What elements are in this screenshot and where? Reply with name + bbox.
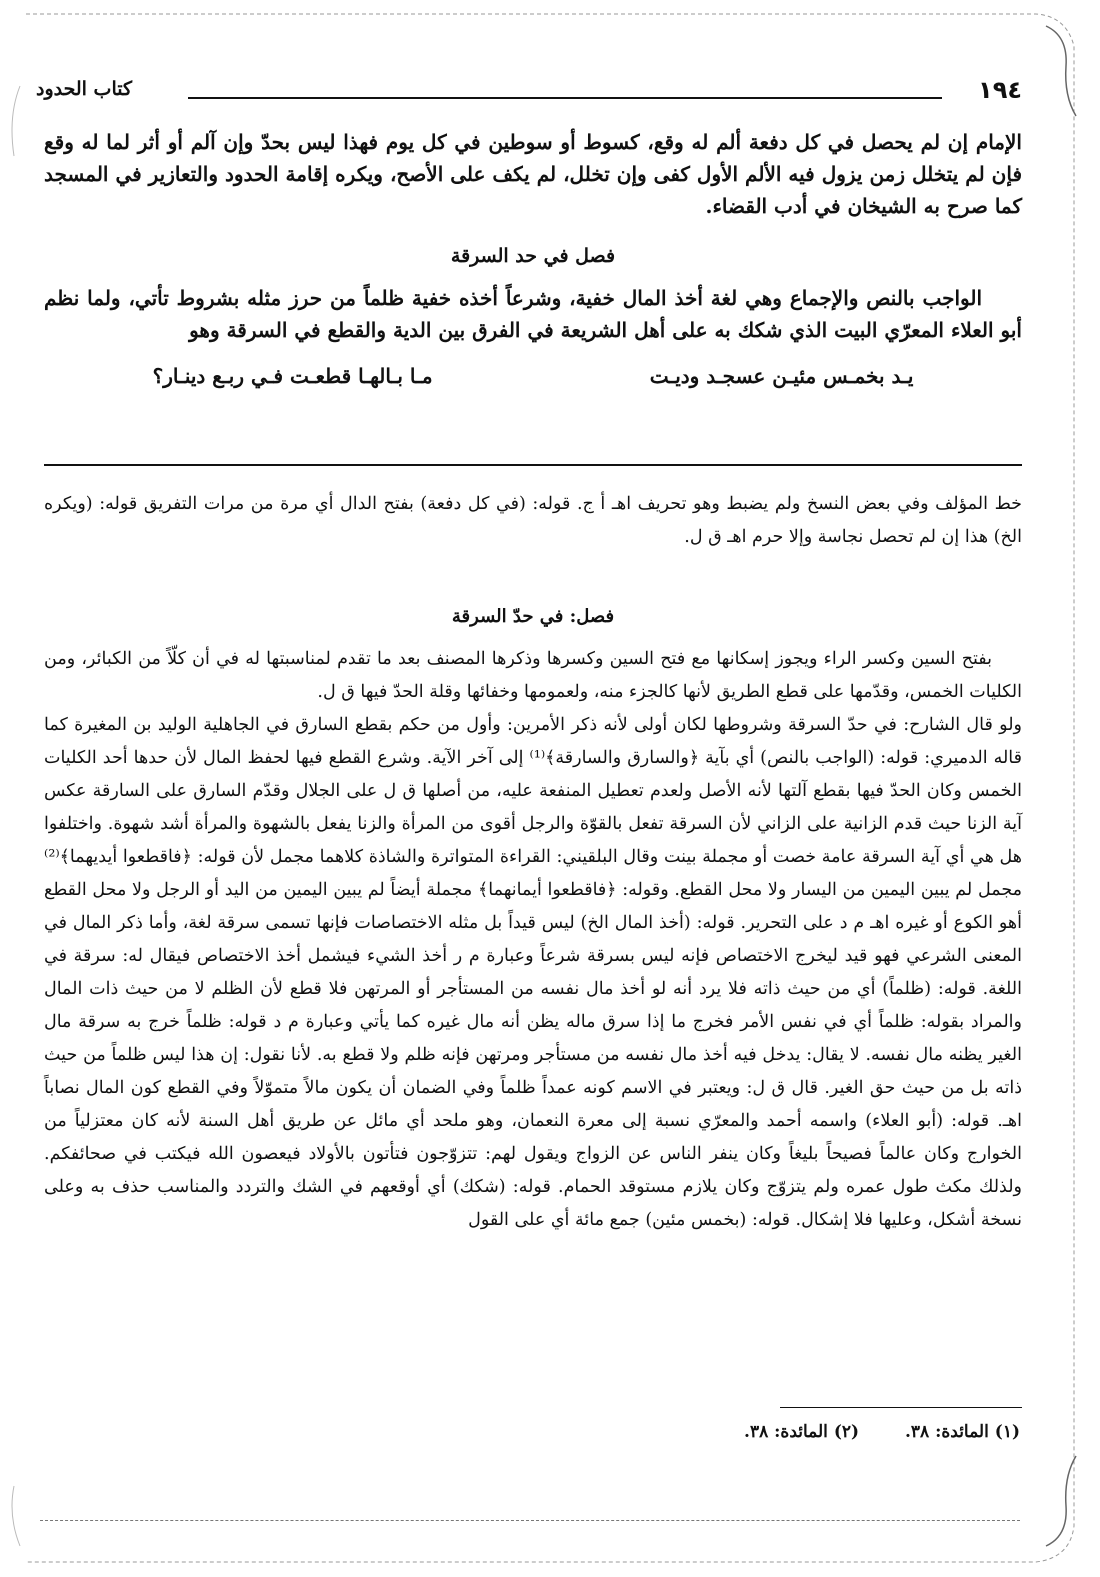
page-number: ١٩٤ [978,76,1022,104]
verse-first-hemistich: يـد بخمـس مئيـن عسجـد وديـت [649,364,914,388]
bottom-border-rule [40,1520,1020,1521]
page-header [36,76,1022,116]
footnotes [704,1422,1020,1442]
header-rule [188,97,942,99]
book-title: كتاب الحدود [36,78,133,100]
commentary-paragraph-2: بفتح السين وكسر الراء ويجوز إسكانها مع فتح السين وكسرها وذكرها المصنف بعد ما تقدم لمناسبتها له في أن كلّاً من الكبائر، ومن الكليات الخمس، وقدّمها على قطع الطريق لأنها كالجزء منه، ولعمومها وخفائها وقلة الحدّ فيها ق ل. [44,649,1022,702]
commentary-paragraph-3: ولو قال الشارح: في حدّ السرقة وشروطها لكان أولى لأنه ذكر الأمرين: وأول من حكم بقطع السارق في الجاهلية الوليد بن المغيرة كما قاله الدميري: قوله: (الواجب بالنص) أي بآية ﴿والسارق والسارقة﴾⁽¹⁾ إلى آخر الآية. وشرع القطع فيها لحفظ المال لأن حدها أحد الكليات الخمس وكان الحدّ فيها بقطع آلتها لأنه الأصل ولعدم تعطيل المنفعة عليه، من أصلها ق ل على الجلال وقدّم السارق على السارقة عكس آية الزنا حيث قدم الزانية على الزاني لأن السرقة تفعل بالقوّة والرجل أقوى من المرأة والزنا يفعل بالشهوة والمرأة أشد شهوة. واختلفوا هل هي أي آية السرقة عامة خصت أو مجملة بينت وقال البلقيني: القراءة المتواترة والشاذة كلاهما مجمل لأن قوله: ﴿فاقطعوا أيديهما﴾⁽²⁾ مجمل لم يبين اليمين من اليسار ولا محل القطع. وقوله: ﴿فاقطعوا أيمانهما﴾ مجملة أيضاً لم يبين اليمين من اليد أو الرجل ولا محل القطع أهو الكوع أو غيره اهـ م د على التحرير. قوله: (أخذ المال الخ) ليس قيداً بل مثله الاختصاصات فإنها تسمى سرقة لغة، وأما ذكر المال في المعنى الشرعي فهو قيد ليخرج الاختصاص فإنه ليس بسرقة شرعاً وعبارة م ر أخذ الشيء فيشمل أخذ الاختصاص فيقال له: سرقة في اللغة. قوله: (ظلماً) أي من حيث ذاته فلا يرد أنه لو أخذ مال نفسه من المستأجر أو المرتهن فلا قطع لأن الظلم لا من حيث ذات المال والمراد بقوله: ظلماً أي في نفس الأمر فخرج ما إذا سرق ماله يظن أنه مال غيره كما يأتي وعبارة م د قوله: ظلماً خرج به سرقة مال الغير يظنه مال نفسه. لا يقال: يدخل فيه أخذ مال نفسه من مستأجر ومرتهن فإنه ظلم ولا قطع به. لأنا نقول: إن هذا ليس ظلماً من حيث ذاته بل من حيث حق الغير. قال ق ل: ويعتبر في الاسم كونه عمداً ظلماً وفي الضمان أن يكون مالاً متموّلاً وفي القطع كون المال نصاباً اهـ. قوله: (أبو العلاء) واسمه أحمد والمعرّي نسبة إلى معرة النعمان، وهو ملحد أي مائل عن طريق أهل السنة لأنه كان معتزلياً من الخوارج وكان عالماً فصيحاً بليغاً وكان ينفر الناس عن الزواج ويقول لهم: تتزوّجون فتأتون بالأولاد فيعصون الله فيكتب في صحائفكم. ولذلك مكث طول عمره ولم يتزوّج وكان يلازم مستوقد الحمام. قوله: (شكك) أي أوقعهم في الشك والتردد والمناسب حذف به وعلى نسخة أشكل، وعليها فلا إشكال. قوله: (بخمس مئين) جمع مائة أي على القول [44,715,1023,1230]
commentary-text [44,488,1022,1237]
commentary-paragraph-1: خط المؤلف وفي بعض النسخ ولم يضبط وهو تحريف اهـ أ ج. قوله: (في كل دفعة) بفتح الدال أي مرة من مرات التفريق قوله: (ويكره الخ) هذا إن لم تحصل نجاسة وإلا حرم اهـ ق ل. [44,494,1022,547]
poetry-verse [44,360,1022,392]
commentary-heading: فصل: في حدّ السرقة [451,606,615,627]
footnote-2: (٢) المائدة: ٣٨. [744,1422,860,1442]
footnote-1: (١) المائدة: ٣٨. [904,1422,1020,1442]
section-title: فصل في حد السرقة [450,245,616,267]
main-text [44,126,1022,392]
verse-second-hemistich: مـا بـالهـا قطعـت فـي ربـع دينـار؟ [152,364,433,388]
main-paragraph-1: الإمام إن لم يحصل في كل دفعة ألم له وقع، كسوط أو سوطين في كل يوم فهذا ليس بحدّ وإن آلم أو أثر لما له وقع فإن لم يتخلل زمن يزول فيه الألم الأول كفى وإن تخلل، لم يكف على الأصح، ويكره إقامة الحدود والتعازير في المسجد كما صرح به الشيخان في أدب القضاء. [44,130,1022,218]
footnote-separator [780,1407,1022,1408]
main-text-separator [44,464,1022,466]
main-paragraph-2: الواجب بالنص والإجماع وهي لغة أخذ المال خفية، وشرعاً أخذه خفية ظلماً من حرز مثله بشروط تأتي، ولما نظم أبو العلاء المعرّي البيت الذي شكك به على أهل الشريعة في الفرق بين الدية والقطع في السرقة وهو [44,286,1022,342]
